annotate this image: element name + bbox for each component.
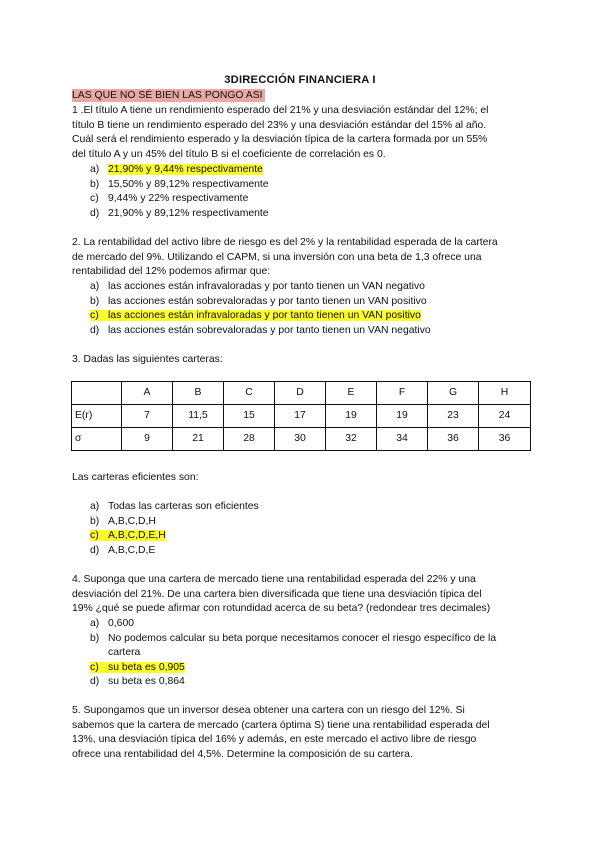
option-c: c) su beta es 0,905 — [90, 661, 185, 673]
table-cell: E — [326, 382, 377, 405]
option-d: d) A,B,C,D,E — [90, 544, 156, 556]
question-line: de mercado del 9%. Utilizando el CAPM, si una inversión con una beta de 1,3 ofrece una — [72, 251, 482, 263]
option-c: c) A,B,C,D,E,H — [90, 530, 166, 542]
option-text: 0,600 — [108, 618, 135, 629]
table-cell: 17 — [275, 405, 326, 428]
table-cell: 32 — [326, 428, 377, 451]
table-cell: D — [275, 382, 326, 405]
option-text: las acciones están infravaloradas y por tanto tienen un VAN negativo — [108, 281, 425, 292]
question-line: desviación del 21%. De una cartera bien diversificada que tiene una desviación típica del — [72, 588, 482, 600]
question-line: 5. Supongamos que un inversor desea obtener una cartera con un riesgo del 12%. Si — [72, 705, 465, 716]
option-b: b) A,B,C,D,H — [90, 515, 156, 527]
question-3-intro: 3. Dadas las siguientes carteras: — [72, 354, 223, 365]
question-line: del título A y un 45% del título B si el coeficiente de correlación es 0. — [72, 148, 386, 160]
question-line: sabemos que la cartera de mercado (cartera óptima S) tiene una rentabilidad esperada del — [72, 719, 490, 731]
question-3-text: Las carteras eficientes son: — [72, 472, 199, 483]
highlight-note: LAS QUE NO SÉ BIEN LAS PONGO ASI — [72, 90, 263, 101]
option-b: b) las acciones están sobrevaloradas y por tanto tienen un VAN positivo — [90, 295, 427, 307]
option-c: c) las acciones están infravaloradas y por tanto tienen un VAN positivo — [90, 310, 421, 322]
table-cell: F — [377, 382, 428, 405]
question-line: 4. Suponga que una cartera de mercado tiene una rentabilidad esperada del 22% y una — [72, 574, 476, 585]
table-header-row — [72, 382, 531, 405]
option-c: c) 9,44% y 22% respectivamente — [90, 193, 249, 205]
option-text: su beta es 0,905 — [108, 661, 185, 673]
option-text: A,B,C,D,E,H — [108, 530, 166, 542]
question-4-text — [72, 573, 534, 617]
question-3-options — [90, 500, 530, 558]
option-text: su beta es 0,864 — [108, 676, 185, 688]
table-cell: 9 — [122, 428, 173, 451]
question-line: Cuál será el rendimiento esperado y la desviación típica de la cartera formada por un 55% — [72, 134, 488, 146]
question-1-text — [72, 104, 534, 162]
option-d: d) 21,90% y 89,12% respectivamente — [90, 207, 269, 219]
table-cell: 19 — [377, 405, 428, 428]
question-line: ofrece una rentabilidad del 4,5%. Determine la composición de su cartera. — [72, 748, 413, 760]
table-cell: 21 — [173, 428, 224, 451]
option-text: A,B,C,D,E — [108, 544, 156, 556]
option-text: 15,50% y 89,12% respectivamente — [108, 178, 269, 190]
option-text: 21,90% y 89,12% respectivamente — [108, 207, 269, 219]
option-text: las acciones están sobrevaloradas y por tanto tienen un VAN positivo — [108, 295, 427, 307]
option-a: a) las acciones están infravaloradas y por tanto tienen un VAN negativo — [90, 281, 425, 292]
table-cell — [72, 382, 122, 405]
option-text: las acciones están sobrevaloradas y por tanto tienen un VAN negativo — [108, 324, 431, 336]
question-line: rentabilidad del 12% podemos afirmar que: — [72, 266, 271, 278]
question-1-options — [90, 163, 530, 221]
page-title: 3DIRECCIÓN FINANCIERA I — [224, 74, 376, 86]
option-text: las acciones están infravaloradas y por tanto tienen un VAN positivo — [108, 310, 421, 322]
table-row — [72, 405, 531, 428]
option-a: a) 21,90% y 9,44% respectivamente — [90, 164, 263, 175]
question-5-text — [72, 704, 534, 762]
question-line: 19% ¿qué se puede afirmar con rotundidad acerca de su beta? (redondear tres decimales) — [72, 603, 491, 615]
option-d: d) las acciones están sobrevaloradas y por tanto tienen un VAN negativo — [90, 324, 431, 336]
table-cell: 36 — [428, 428, 479, 451]
question-4-options — [90, 617, 530, 690]
table-cell: 15 — [224, 405, 275, 428]
table-cell: H — [479, 382, 531, 405]
question-line: 1 .El título A tiene un rendimiento esperado del 21% y una desviación estándar del 12%; el — [72, 105, 489, 116]
table-cell: 7 — [122, 405, 173, 428]
table-cell: 23 — [428, 405, 479, 428]
table-cell: 36 — [479, 428, 531, 451]
option-text: 9,44% y 22% respectivamente — [108, 193, 249, 205]
table-cell: E(r) — [72, 405, 122, 428]
option-text: 21,90% y 9,44% respectivamente — [108, 164, 263, 175]
table-row — [72, 428, 531, 451]
table-cell: 19 — [326, 405, 377, 428]
question-line: 13%, una desviación típica del 16% y además, en este mercado el activo libre de riesgo — [72, 734, 477, 746]
table-cell: 24 — [479, 405, 531, 428]
table-cell: A — [122, 382, 173, 405]
table-cell: B — [173, 382, 224, 405]
table-cell: 30 — [275, 428, 326, 451]
question-2-options — [90, 280, 530, 338]
table-cell: C — [224, 382, 275, 405]
table-cell: G — [428, 382, 479, 405]
table-cell: 34 — [377, 428, 428, 451]
option-d: d) su beta es 0,864 — [90, 676, 185, 688]
option-a: a) 0,600 — [90, 618, 135, 629]
option-b: b) 15,50% y 89,12% respectivamente — [90, 178, 269, 190]
option-text: A,B,C,D,H — [108, 515, 156, 527]
question-line: título B tiene un rendimiento esperado del 23% y una desviación estándar del 15% al año. — [72, 119, 487, 131]
portfolios-table — [71, 381, 531, 451]
table-cell: σ — [72, 428, 122, 451]
question-line: 2. La rentabilidad del activo libre de riesgo es del 2% y la rentabilidad esperada de la cartera — [72, 237, 498, 248]
option-text: Todas las carteras son eficientes — [108, 501, 259, 512]
option-a: a) Todas las carteras son eficientes — [90, 501, 259, 512]
option-text: No podemos calcular su beta porque necesitamos conocer el riesgo específico de la cartera — [108, 632, 497, 659]
option-b: b) No podemos calcular su beta porque necesitamos conocer el riesgo específico de la cartera — [90, 632, 497, 659]
question-2-text — [72, 236, 534, 280]
table-cell: 28 — [224, 428, 275, 451]
table-cell: 11,5 — [173, 405, 224, 428]
